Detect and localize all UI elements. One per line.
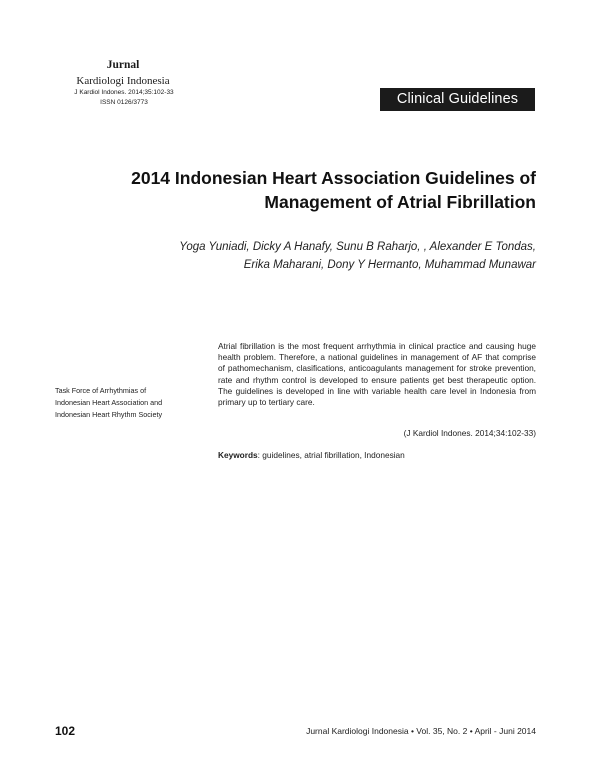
keywords-label: Keywords	[218, 450, 258, 460]
keywords-text: : guidelines, atrial fibrillation, Indonesian	[257, 450, 405, 460]
journal-logo	[68, 58, 178, 89]
page-number: 102	[55, 724, 76, 738]
abstract-text: Atrial fibrillation is the most frequent arrhythmia in clinical practice and causing huge health problem. Therefore, a national guidelines in management of AF that comprise of pathomechanism, clasifications, anticoagulants management for stroke prevention, rate and rhythm control is developed to ensure patients get best therapeutic option. The guidelines is developed in line with variable health care level in Indonesia from primary up to tertiary care.	[218, 341, 536, 408]
journal-citation-block	[54, 88, 194, 108]
author-list-line1: Yoga Yuniadi, Dicky A Hanafy, Sunu B Raharjo, , Alexander E Tondas,	[179, 241, 536, 253]
affiliation-line2: Indonesian Heart Association and	[55, 398, 163, 407]
keywords-line	[218, 450, 536, 461]
citation-reference: (J Kardiol Indones. 2014;34:102-33)	[403, 428, 536, 438]
article-title: 2014 Indonesian Heart Association Guidelines of Management of Atrial Fibrillation	[131, 168, 536, 212]
author-list	[100, 238, 536, 274]
journal-issn: ISSN 0126/3773	[100, 99, 148, 106]
journal-logo-line2: Kardiologi Indonesia	[76, 75, 170, 87]
footer-journal-info: Jurnal Kardiologi Indonesia • Vol. 35, No. 2 • April - Juni 2014	[306, 726, 536, 736]
journal-citation: J Kardiol Indones. 2014;35:102-33	[74, 89, 174, 96]
journal-logo-line1: Jurnal	[106, 59, 140, 71]
author-affiliation	[55, 385, 195, 421]
affiliation-line1: Task Force of Arrhythmias of	[55, 386, 147, 395]
author-list-line2: Erika Maharani, Dony Y Hermanto, Muhammad Munawar	[243, 259, 536, 271]
article-category-banner: Clinical Guidelines	[380, 88, 535, 111]
affiliation-line3: Indonesian Heart Rhythm Society	[55, 410, 163, 419]
